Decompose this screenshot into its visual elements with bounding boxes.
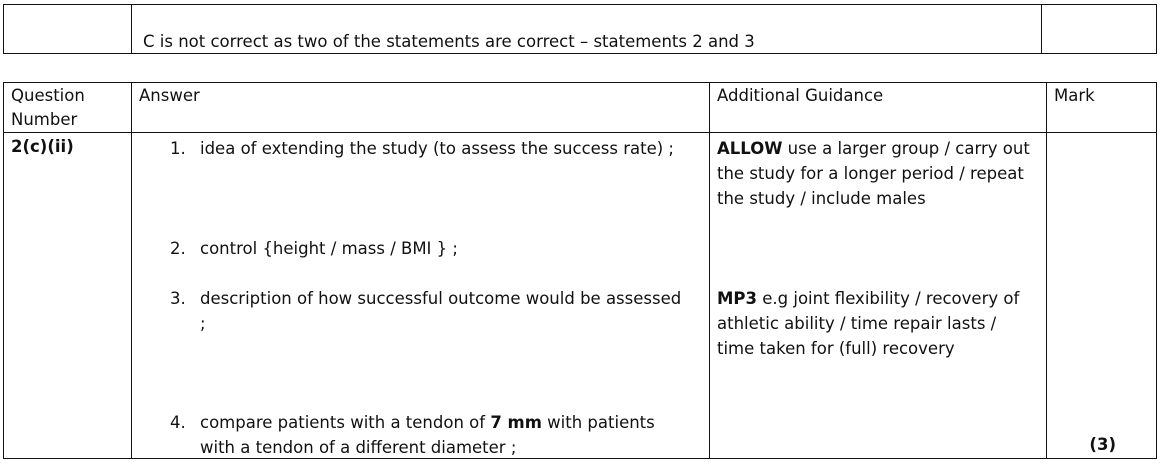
previous-answer-text: C is not correct as two of the statements are correct – statements 2 and 3 (143, 32, 755, 51)
guidance-cell (710, 133, 1047, 459)
guidance-allow: ALLOW use a larger group / carry out the study for a longer period / repeat the study / include males (717, 139, 1030, 208)
header-additional-guidance: Additional Guidance (717, 86, 884, 105)
guidance-mp3: MP3 e.g joint flexibility / recovery of athletic ability / time repair lasts / time taken for (full) recovery (717, 289, 1020, 358)
answer-cell: 1. idea of extending the study (to assess the success rate) ; 2. control {height / mass / BMI } ; 3. description of how successful outcome would be assessed ; 4. compare patients with a tendon of 7 mm with patients with a tendon of a different diameter ; (132, 133, 710, 459)
top-cell-empty-right (1042, 5, 1157, 54)
question-number: 2(c)(ii) (11, 137, 74, 156)
question-row (4, 133, 1157, 459)
header-answer: Answer (139, 86, 200, 105)
mark-value: (3) (1089, 435, 1116, 454)
header-row (4, 83, 1157, 133)
top-cell-empty-left (4, 5, 132, 54)
mark-scheme-table (3, 82, 1157, 459)
header-question-number: Question Number (11, 86, 85, 129)
mark-cell (1047, 133, 1157, 459)
header-mark: Mark (1054, 86, 1095, 105)
